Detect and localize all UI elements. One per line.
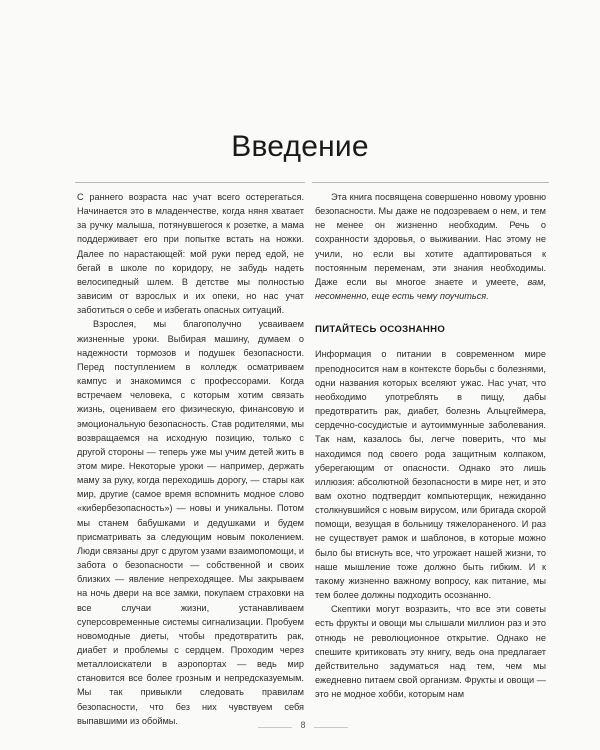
footer-rule-left: [258, 727, 292, 728]
left-paragraph-1: С раннего возраста нас учат всего остерегаться. Начинается это в младенчестве, когда няня хватает за ручку малыша, потянувшегося к розетке, а мама поддерживает его при попытке встать на ножки. Далее по нарастающей: мой руки перед едой, не бегай в школе по коридору, не забудь надеть велосипедный шлем. В детстве мы полностью зависим от взрослых и их опеки, но нас учат заботиться о себе и избегать опасных ситуаций.: [77, 192, 304, 316]
right-paragraph-3: Скептики могут возразить, что все эти советы есть фрукты и овощи мы слышали миллион раз и это отнюдь не революционное открытие. Однако не спешите критиковать эту книгу, ведь она предлагает действительно задуматься над тем, чем мы ежедневно питаем свой организм. Фрукты и овощи — это не модное хобби, которым нам: [315, 604, 546, 700]
left-text-column: [77, 190, 304, 728]
left-paragraph-2: Взрослея, мы благополучно усваиваем жизненные уроки. Выбирая машину, думаем о надежности тормозов и подушек безопасности. Перед поступлением в колледж осматриваем кампус и знакомимся с профессорами. Когда встречаем человека, с которым хотим связать жизнь, оцениваем его физическую, финансовую и эмоциональную безопасность. Став родителями, мы возвращаемся на исходную позицию, только с другой стороны — теперь уже мы учим детей жить в этом мире. Некоторые уроки — например, держать маму за руку, когда переходишь дорогу, — стары как мир, другие (самое время вспомнить модное слово «кибербезопасность») — новы и уникальны. Потом мы станем бабушками и дедушками и будем присматривать за следующим новым поколением. Люди связаны друг с другом узами взаимопомощи, и забота о безопасности — собственной и своих близких — явление непреходящее. Мы закрываем на ночь двери на все замки, покупаем страховки на все случаи жизни, устанавливаем суперсовременные системы сигнализации. Пробуем новомодные диеты, чтобы предотвратить рак, диабет и проблемы с сердцем. Проходим через металлоискатели в аэропортах — ведь мир становится все более грозным и непредсказуемым. Мы так привыкли следовать правилам безопасности, что без них чувствуем себя выпавшими из обоймы.: [77, 319, 304, 726]
right-paragraph-2: Информация о питании в современном мире преподносится нам в контексте борьбы с болезнями, одни названия которых вселяют ужас. Нас учат, что необходимо употреблять в пищу, дабы предотвратить рак, диабет, болезнь Альцгеймера, сердечно-сосудистые и аутоиммунные заболевания. Так нам, казалось бы, легче поверить, что мы находимся под своего рода защитным колпаком, уберегающим от опасности. Однако это лишь иллюзия: абсолютной безопасности в мире нет, и это вам охотно подтвердит компьютерщик, нежиданно столкнувшийся с новым вирусом, или бригада скорой помощи, везущая в больницу тяжелораненого. И раз не существует рамок и шаблонов, в которые можно было бы втиснуть все, что угрожает нашей жизни, то наше мышление тоже должно быть гибким. И к такому жизненно важному вопросу, как питание, мы тем более должны подходить осознанно.: [315, 349, 546, 601]
section-heading: ПИТАЙТЕСЬ ОСОЗНАННО: [315, 324, 446, 336]
right-text-column: [315, 190, 546, 701]
left-column-top-rule: [75, 182, 305, 183]
footer-rule-right: [314, 727, 348, 728]
right-column-top-rule: [312, 182, 549, 183]
right-paragraph-1-regular: Эта книга посвящена совершенно новому уровню безопасности. Мы даже не подозреваем о нем, и тем не менее он жизненно необходим. Речь о сохранности здоровья, о выживании. Нас этому не учили, но если вы хотите адаптироваться к постоянным переменам, эти знания необходимы. Даже если вы многое знаете и умеете,: [315, 192, 546, 287]
right-paragraph-1: [315, 190, 546, 303]
right-paragraph-1-italic: вам, несомненно, еще есть чему поучиться.: [315, 276, 546, 302]
page-title: Введение: [231, 130, 369, 164]
page-number: 8: [300, 720, 306, 730]
